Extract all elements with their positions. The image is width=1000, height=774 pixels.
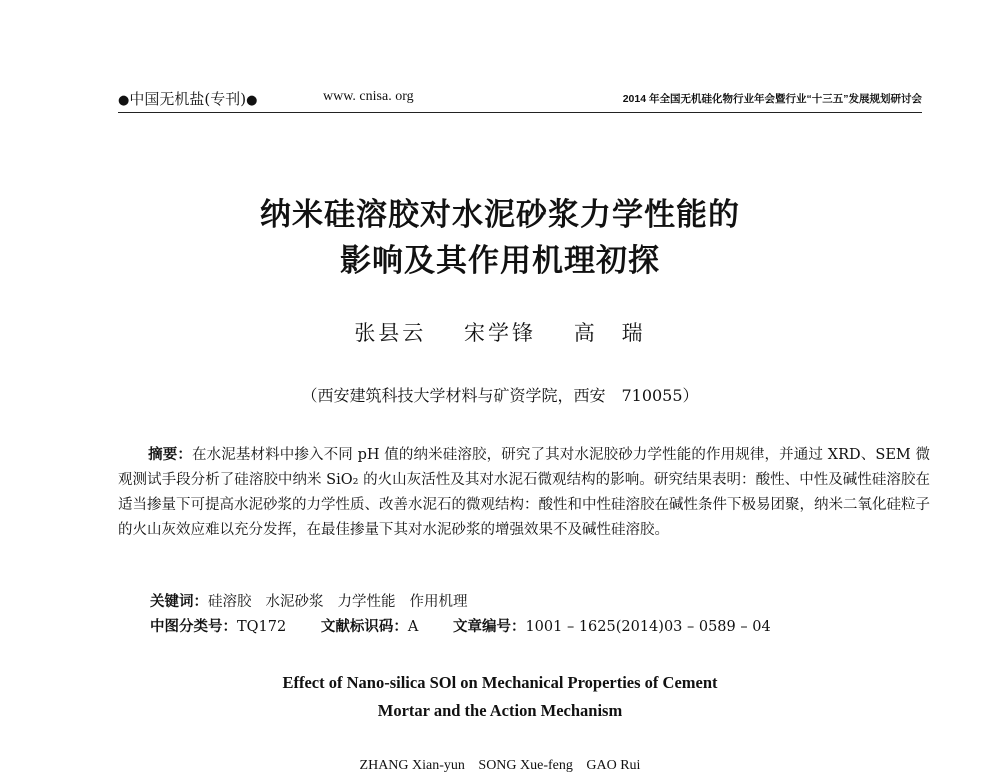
english-author-name: ZHANG Xian-yun bbox=[359, 758, 465, 773]
conference-name: 2014 年全国无机硅化物行业年会暨行业“十三五”发展规划研讨会 bbox=[622, 93, 922, 105]
document-code-label: 文献标识码： bbox=[320, 619, 408, 635]
journal-name bbox=[118, 88, 257, 109]
english-author-list bbox=[0, 758, 1000, 774]
english-author-name: GAO Rui bbox=[586, 758, 641, 773]
keywords bbox=[150, 590, 482, 611]
abstract-label: 摘要： bbox=[148, 447, 193, 463]
english-title-line-1: Effect of Nano-silica SOl on Mechanical Properties of Cement bbox=[282, 673, 718, 692]
affiliation: （西安建筑科技大学材料与矿资学院，西安 710055） bbox=[301, 386, 699, 405]
abstract-text: 在水泥基材料中掺入不同 pH 值的纳米硅溶胶，研究了其对水泥胶砂力学性能的作用规律，并通过 XRD、SEM 微观测试手段分析了硅溶胶中纳米 SiO₂ 的火山灰活性及其对水泥石微观结构的影响。研究结果表明：酸性、中性及碱性硅溶胶在适当掺量下可提高水泥砂浆的力学性质、改善水泥石的微观结构：酸性和中性硅溶胶在碱性条件下极易团聚，纳米二氧化硅粒子的火山灰效应难以充分发挥，在最佳掺量下其对水泥砂浆的增强效果不及碱性硅溶胶。 bbox=[118, 447, 931, 538]
clc-label: 中图分类号： bbox=[150, 619, 237, 635]
author-name: 张县云 bbox=[354, 321, 427, 345]
running-header bbox=[118, 86, 922, 113]
bullet-icon: ● bbox=[118, 93, 130, 108]
keywords-label: 关键词： bbox=[150, 594, 208, 610]
keyword: 力学性能 bbox=[337, 594, 396, 610]
paper-title-line-1: 纳米硅溶胶对水泥砂浆力学性能的 bbox=[260, 197, 740, 233]
abstract bbox=[118, 443, 930, 543]
author-list bbox=[0, 317, 1000, 347]
classification-line bbox=[150, 615, 801, 636]
bullet-icon: ● bbox=[246, 93, 258, 108]
clc-number bbox=[150, 619, 286, 635]
document-code bbox=[321, 619, 418, 635]
journal-name-text: 中国无机盐(专刊) bbox=[129, 90, 247, 108]
clc-value: TQ172 bbox=[237, 619, 287, 635]
author-name: 高 瑞 bbox=[573, 321, 646, 345]
keyword: 水泥砂浆 bbox=[265, 594, 324, 610]
keyword: 硅溶胶 bbox=[208, 594, 252, 610]
keyword: 作用机理 bbox=[409, 594, 468, 610]
journal-url: www. cnisa. org bbox=[323, 89, 414, 104]
article-number-value: 1001 – 1625(2014)03 – 0589 – 04 bbox=[525, 619, 771, 635]
author-name: 宋学锋 bbox=[464, 321, 536, 345]
article-number-label: 文章编号： bbox=[452, 619, 526, 635]
english-title-line-2: Mortar and the Action Mechanism bbox=[377, 701, 623, 720]
document-code-value: A bbox=[407, 619, 419, 635]
paper-title-line-2: 影响及其作用机理初探 bbox=[340, 243, 660, 279]
article-number bbox=[453, 619, 771, 635]
english-author-name: SONG Xue-feng bbox=[478, 758, 573, 773]
